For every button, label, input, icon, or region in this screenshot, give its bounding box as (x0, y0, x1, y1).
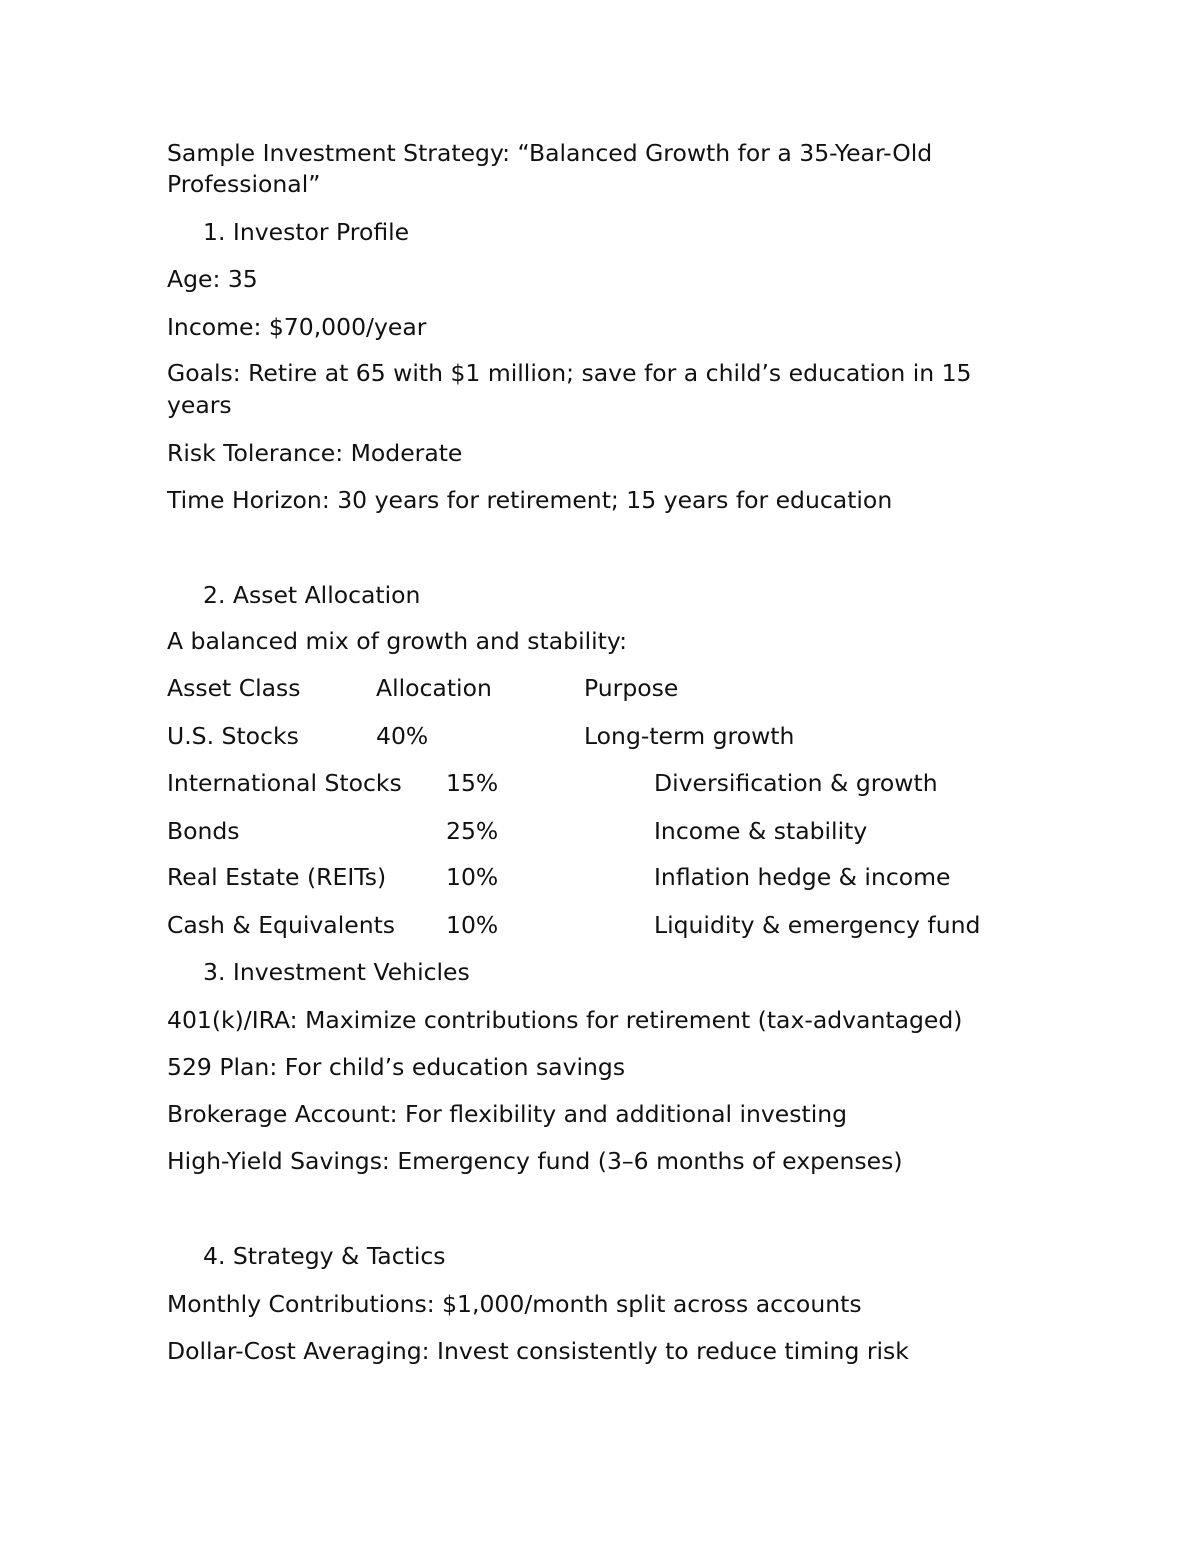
table-cell-purpose: Diversification & growth (654, 769, 938, 797)
document-title-line-1: Sample Investment Strategy: “Balanced Growth for a 35-Year-Old (167, 139, 933, 167)
vehicle-item: Brokerage Account: For flexibility and additional investing (167, 1100, 848, 1128)
table-cell-purpose: Long-term growth (584, 722, 795, 750)
profile-goals-line-1: Goals: Retire at 65 with $1 million; save for a child’s education in 15 (167, 359, 972, 387)
vehicle-item: 529 Plan: For child’s education savings (167, 1053, 626, 1081)
table-header-purpose: Purpose (584, 674, 679, 702)
document-title-line-2: Professional” (167, 170, 321, 198)
profile-risk-tolerance: Risk Tolerance: Moderate (167, 439, 463, 467)
profile-time-horizon: Time Horizon: 30 years for retirement; 15 years for education (167, 486, 893, 514)
table-header-allocation: Allocation (376, 674, 492, 702)
section-heading-asset-allocation: 2. Asset Allocation (203, 581, 421, 609)
allocation-intro: A balanced mix of growth and stability: (167, 627, 627, 655)
strategy-item: Dollar-Cost Averaging: Invest consistently to reduce timing risk (167, 1337, 909, 1365)
table-cell-allocation: 10% (446, 863, 499, 891)
table-cell-asset: Cash & Equivalents (167, 911, 396, 939)
table-cell-asset: Bonds (167, 817, 240, 845)
table-cell-purpose: Inflation hedge & income (654, 863, 951, 891)
table-cell-purpose: Liquidity & emergency fund (654, 911, 981, 939)
section-heading-investment-vehicles: 3. Investment Vehicles (203, 958, 470, 986)
table-cell-allocation: 40% (376, 722, 429, 750)
table-cell-purpose: Income & stability (654, 817, 868, 845)
strategy-item: Monthly Contributions: $1,000/month split across accounts (167, 1290, 862, 1318)
table-cell-asset: U.S. Stocks (167, 722, 299, 750)
profile-goals-line-2: years (167, 391, 232, 419)
vehicle-item: 401(k)/IRA: Maximize contributions for retirement (tax-advantaged) (167, 1006, 963, 1034)
vehicle-item: High-Yield Savings: Emergency fund (3–6 months of expenses) (167, 1147, 903, 1175)
profile-age: Age: 35 (167, 265, 258, 293)
section-heading-investor-profile: 1. Investor Profile (203, 218, 410, 246)
section-heading-strategy-tactics: 4. Strategy & Tactics (203, 1242, 446, 1270)
table-cell-allocation: 15% (446, 769, 499, 797)
table-cell-asset: Real Estate (REITs) (167, 863, 387, 891)
table-cell-asset: International Stocks (167, 769, 402, 797)
table-cell-allocation: 25% (446, 817, 499, 845)
table-header-asset-class: Asset Class (167, 674, 301, 702)
table-cell-allocation: 10% (446, 911, 499, 939)
profile-income: Income: $70,000/year (167, 313, 427, 341)
